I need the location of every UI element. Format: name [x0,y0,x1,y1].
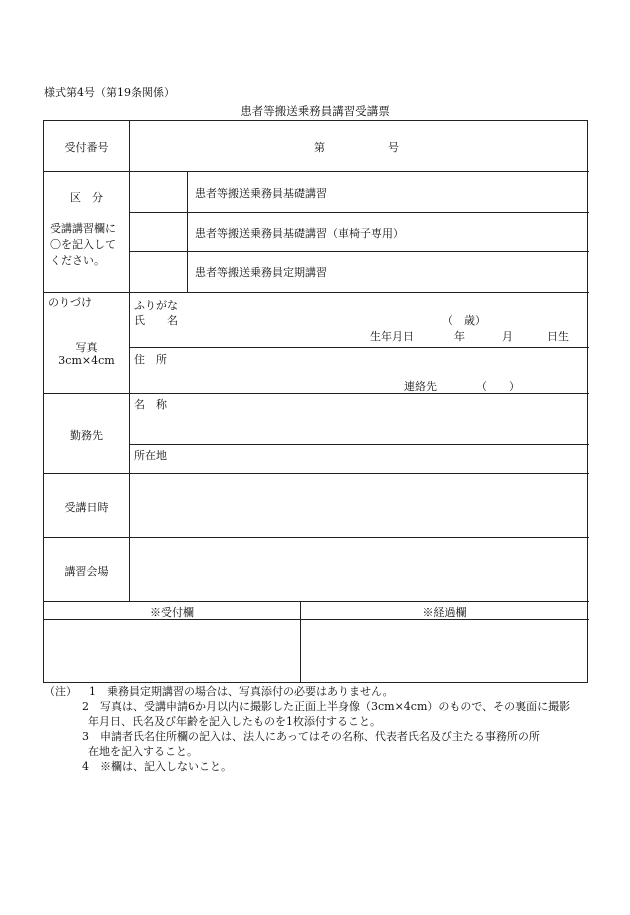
note-2-line-1: 2 写真は、受講申請6か月以内に撮影した正面上半身像（3cm×4cm）のもので、その裏面に撮影 [82,700,571,713]
category-instruction-line-3: ください。 [50,254,105,267]
note-1: 1 乗務員定期講習の場合は、写真添付の必要はありません。 [89,685,394,698]
workplace-name-label: 名 称 [134,398,167,411]
birth-month-label: 月 [502,330,513,343]
workplace-label: 勤務先 [70,429,103,442]
category-instruction-line-2: 〇を記入して [50,238,116,251]
category-label: 区 分 [70,191,103,204]
note-4: 4 ※欄は、記入しないこと。 [82,760,232,773]
birth-year-label: 年 [454,330,465,343]
option-periodic-course: 患者等搬送乗務員定期講習 [195,266,327,279]
option-basic-course: 患者等搬送乗務員基礎講習 [195,187,327,200]
name-label: 氏 名 [134,314,178,327]
form-number-label: 様式第4号（第19条関係） [44,86,175,99]
category-instruction-line-1: 受講講習欄に [50,222,116,235]
age-label: （ 歳） [442,314,486,327]
contact-paren: （ ） [476,380,520,393]
note-3-line-1: 3 申請者氏名住所欄の記入は、法人にあってはその名称、代表者氏名及び主たる事務所の所 [82,730,540,743]
course-venue-label: 講習会場 [64,565,109,578]
address-label: 住 所 [134,353,167,366]
note-2-line-2: 年月日、氏名及び年齢を記入したものを1枚添付すること。 [88,715,381,728]
application-form-table [43,120,588,683]
furigana-label: ふりがな [134,299,178,312]
receipt-number-prefix: 第 [314,141,325,154]
photo-label: 写真 [75,341,98,354]
workplace-location-label: 所在地 [134,449,167,462]
receipt-number-suffix: 号 [388,141,399,154]
note-3-line-2: 在地を記入すること。 [88,745,198,758]
birthdate-label: 生年月日 [370,330,414,343]
glue-here-label: のりづけ [48,296,92,309]
contact-label: 連絡先 [404,380,437,393]
option-basic-course-wheelchair: 患者等搬送乗務員基礎講習（車椅子専用） [195,227,404,240]
birth-day-label: 日生 [547,330,569,343]
course-datetime-label: 受講日時 [64,501,109,514]
photo-size-label: 3cm×4cm [58,354,115,367]
notes-head: （注） [44,685,77,698]
notes-section [44,684,570,774]
progress-column-header: ※経過欄 [422,606,467,619]
document-title: 患者等搬送乗務員講習受講票 [240,104,390,118]
reception-column-header: ※受付欄 [150,606,194,619]
receipt-number-label: 受付番号 [64,141,109,154]
